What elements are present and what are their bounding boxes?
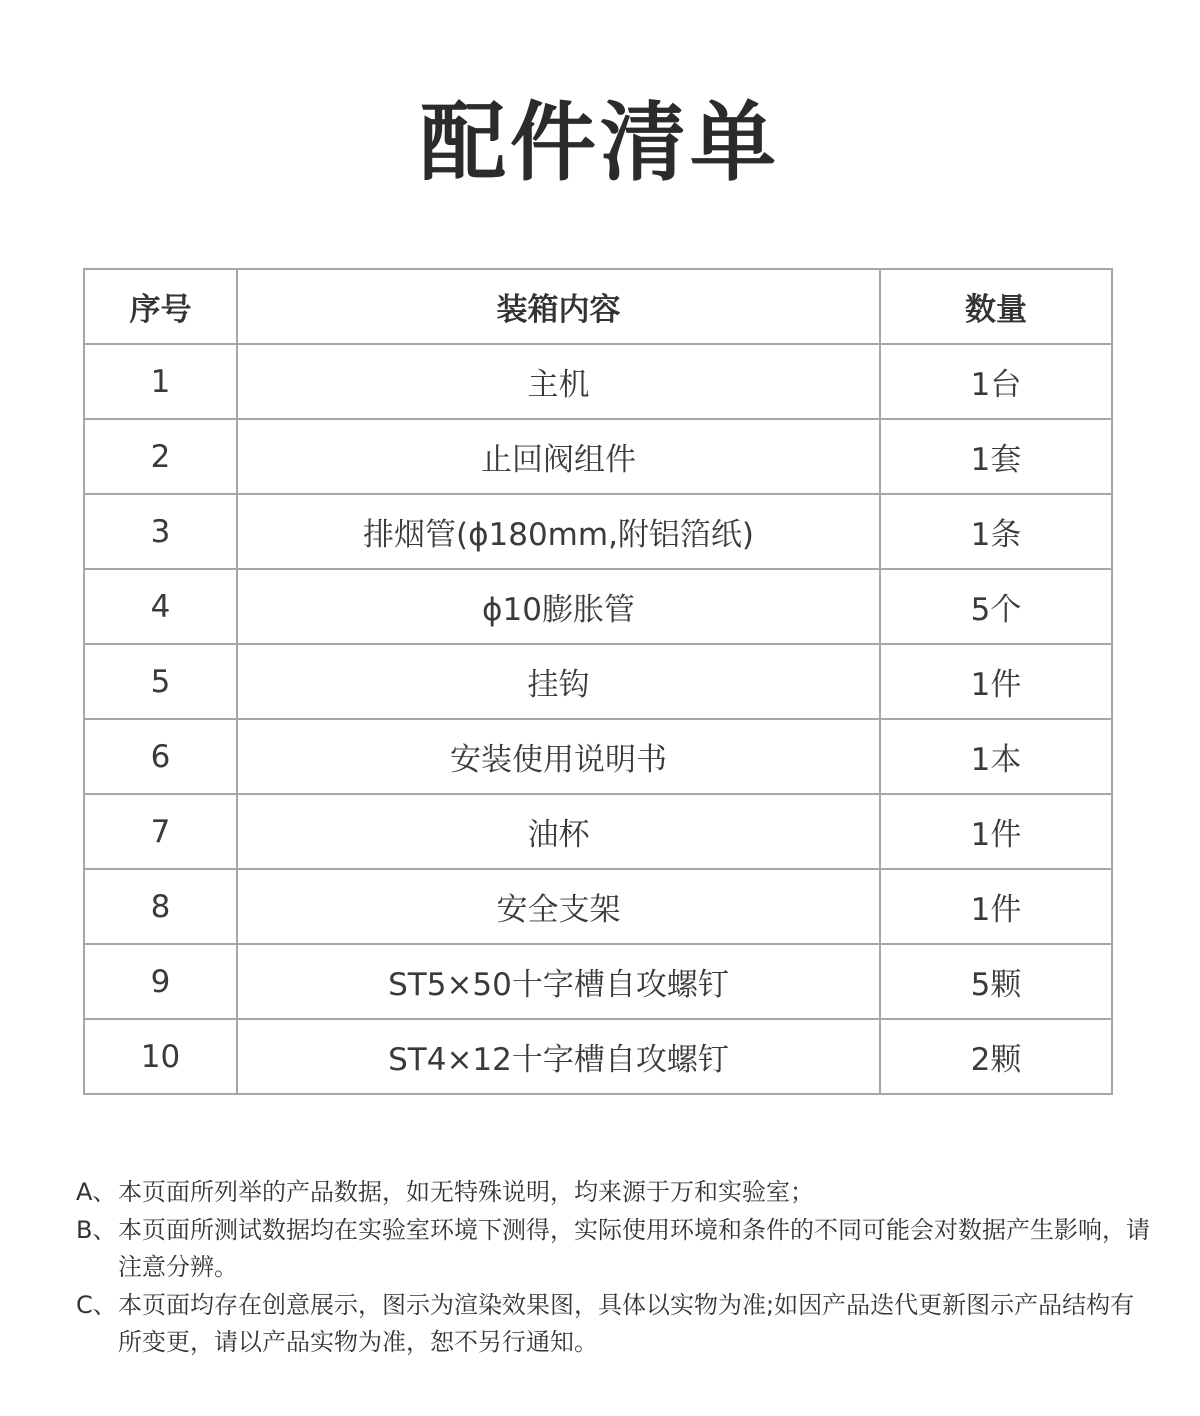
row-item: ST4×12十字槽自攻螺钉: [237, 1019, 880, 1094]
row-index: 3: [84, 494, 237, 569]
table-row: [84, 569, 1112, 644]
row-item: 止回阀组件: [237, 419, 880, 494]
table-row: [84, 419, 1112, 494]
row-index: 1: [84, 344, 237, 419]
header-contents: 装箱内容: [237, 269, 880, 344]
note-mark: C、: [76, 1290, 117, 1319]
note-a: [76, 1174, 1156, 1212]
row-quantity: 2颗: [880, 1019, 1112, 1094]
note-text: 本页面所测试数据均在实验室环境下测得，实际使用环境和条件的不同可能会对数据产生影响，请注意分辨。: [118, 1215, 1150, 1281]
row-quantity: 1条: [880, 494, 1112, 569]
row-index: 5: [84, 644, 237, 719]
note-text: 本页面所列举的产品数据，如无特殊说明，均来源于万和实验室；: [118, 1178, 814, 1206]
table-row: [84, 494, 1112, 569]
row-quantity: 1件: [880, 644, 1112, 719]
note-mark: A、: [76, 1178, 117, 1206]
row-item: 排烟管(ϕ180mm,附铝箔纸): [237, 494, 880, 569]
row-quantity: 1套: [880, 419, 1112, 494]
table-row: [84, 944, 1112, 1019]
note-b: [76, 1212, 1156, 1287]
table-row: [84, 794, 1112, 869]
row-index: 9: [84, 944, 237, 1019]
table-row: [84, 344, 1112, 419]
note-c: [76, 1287, 1156, 1362]
row-quantity: 5颗: [880, 944, 1112, 1019]
table-row: [84, 719, 1112, 794]
row-index: 6: [84, 719, 237, 794]
row-quantity: 1件: [880, 794, 1112, 869]
row-item: 油杯: [237, 794, 880, 869]
note-text: 本页面均存在创意展示，图示为渲染效果图，具体以实物为准;如因产品迭代更新图示产品结构有所变更，请以产品实物为准，恕不另行通知。: [118, 1290, 1135, 1356]
table-row: [84, 1019, 1112, 1094]
row-item: 安装使用说明书: [237, 719, 880, 794]
row-quantity: 1件: [880, 869, 1112, 944]
table-header-row: [84, 269, 1112, 344]
row-index: 7: [84, 794, 237, 869]
row-quantity: 1本: [880, 719, 1112, 794]
note-mark: B、: [76, 1215, 117, 1244]
header-quantity: 数量: [880, 269, 1112, 344]
header-index: 序号: [84, 269, 237, 344]
row-index: 2: [84, 419, 237, 494]
row-item: 主机: [237, 344, 880, 419]
page-title: 配件清单: [420, 93, 780, 193]
disclaimer-notes: [76, 1174, 1156, 1362]
row-item: ϕ10膨胀管: [237, 569, 880, 644]
row-quantity: 1台: [880, 344, 1112, 419]
row-item: 安全支架: [237, 869, 880, 944]
row-quantity: 5个: [880, 569, 1112, 644]
row-index: 4: [84, 569, 237, 644]
table-row: [84, 869, 1112, 944]
row-index: 10: [84, 1019, 237, 1094]
row-index: 8: [84, 869, 237, 944]
row-item: ST5×50十字槽自攻螺钉: [237, 944, 880, 1019]
accessory-table: [83, 268, 1113, 1095]
row-item: 挂钩: [237, 644, 880, 719]
table-row: [84, 644, 1112, 719]
